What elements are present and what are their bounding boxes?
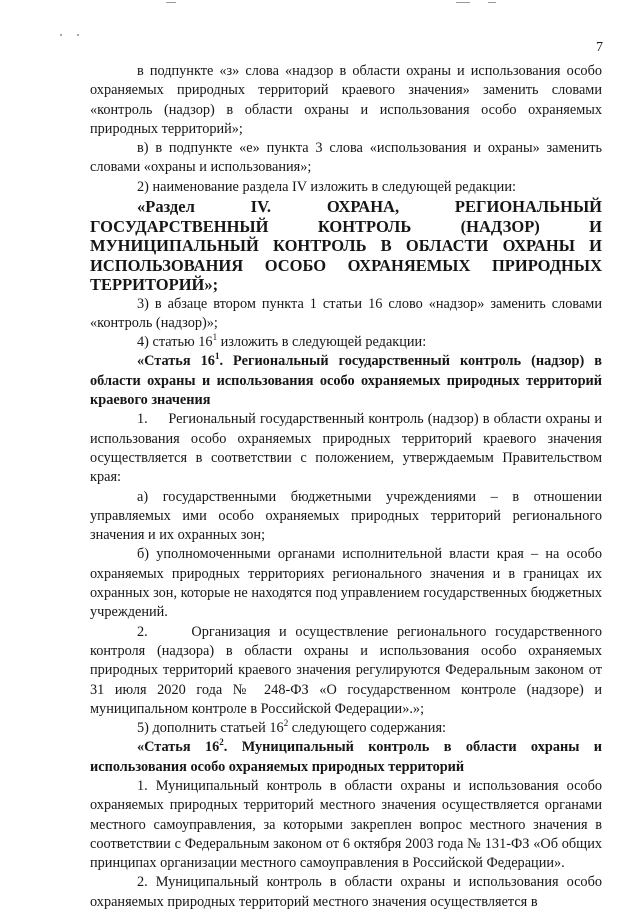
text: изложить в следующей редакции:: [217, 334, 427, 351]
paragraph-subitem-v: в) в подпункте «е» пункта 3 слова «использования и охраны» заменить словами «охраны и использования»;: [90, 140, 602, 176]
document-body: [90, 62, 602, 912]
article-16-1-part-2: 2. Организация и осуществление регионального государственного контроля (надзора) в области охраны и использования особо охраняемых природных территорий краевого значения регулируются Федеральным законом от 31 июля 2020 года № 248-ФЗ «О государственном контроле (надзоре) и муниципальном контроле в Российской Федерации».»;: [90, 623, 602, 717]
text: . Региональный государственный контроль (надзор) в области охраны и использования особо охраняемых природных территорий краевого значения: [90, 353, 603, 409]
scan-mark: [166, 2, 176, 3]
superscript: 2: [219, 737, 224, 748]
superscript: 1: [212, 332, 218, 343]
text: 5) дополнить статьей 16: [137, 720, 284, 737]
superscript: 2: [283, 718, 289, 729]
paragraph-item-3: 3) в абзаце втором пункта 1 статьи 16 слово «надзор» заменить словами «контроль (надзор)»;: [90, 295, 602, 331]
scan-dot: [60, 34, 62, 36]
article-16-1-part-1: 1. Региональный государственный контроль (надзор) в области охраны и использования особо охраняемых природных территорий краевого значения осуществляется в соответствии с положением, утверждаемым Правительством края:: [90, 411, 602, 486]
text: «Статья 16: [137, 353, 215, 370]
superscript: 1: [214, 351, 220, 362]
article-16-1-title: [90, 352, 602, 410]
text: «Статья 16: [137, 739, 220, 756]
article-16-1-subitem-b: б) уполномоченными органами исполнительной власти края – на особо охраняемых природных территориях регионального значения и в границах их охранных зон, которые не находятся под управлением государственных бюджетных учреждений.: [90, 546, 602, 621]
scan-mark: [456, 2, 470, 3]
article-16-2-part-1: 1. Муниципальный контроль в области охраны и использования особо охраняемых природных территорий местного значения осуществляется органами местного самоуправления, за которыми закреплен вопрос местного значения в соответствии с Федеральным законом от 6 октября 2003 года № 131-ФЗ «Об общих принципах организации местного самоуправления в Российской Федерации».: [90, 778, 602, 872]
section-iv-title: «Раздел IV. ОХРАНА, РЕГИОНАЛЬНЫЙ ГОСУДАРСТВЕННЫЙ КОНТРОЛЬ (НАДЗОР) И МУНИЦИПАЛЬНЫЙ КОНТРОЛЬ В ОБЛАСТИ ОХРАНЫ И ИСПОЛЬЗОВАНИЯ ОСОБО ОХРАНЯЕМЫХ ПРИРОДНЫХ ТЕРРИТОРИЙ»;: [90, 197, 602, 295]
article-16-2-part-2: 2. Муниципальный контроль в области охраны и использования особо охраняемых природных территорий местного значения осуществляется в: [90, 874, 602, 910]
text: 4) статью 16: [137, 334, 213, 351]
page-number: 7: [596, 40, 603, 55]
scan-dot: [77, 34, 79, 36]
paragraph-subitem-z: в подпункте «з» слова «надзор в области охраны и использования особо охраняемых природных территорий краевого значения» заменить словами «контроль (надзор) в области охраны и использования особо охраняемых природных территорий»;: [90, 63, 602, 137]
paragraph-item-4: [90, 333, 602, 352]
paragraph-item-2: 2) наименование раздела IV изложить в следующей редакции:: [137, 178, 516, 195]
article-16-2-title: [90, 738, 602, 777]
scan-mark: [488, 2, 496, 3]
article-16-1-subitem-a: а) государственными бюджетными учреждениями – в отношении управляемых ими особо охраняемых природных территорий регионального значения и их охранных зон;: [90, 488, 602, 544]
text: следующего содержания:: [288, 720, 447, 737]
text: . Муниципальный контроль в области охраны и использования особо охраняемых природных территорий: [90, 739, 602, 775]
paragraph-item-5: [90, 719, 602, 738]
